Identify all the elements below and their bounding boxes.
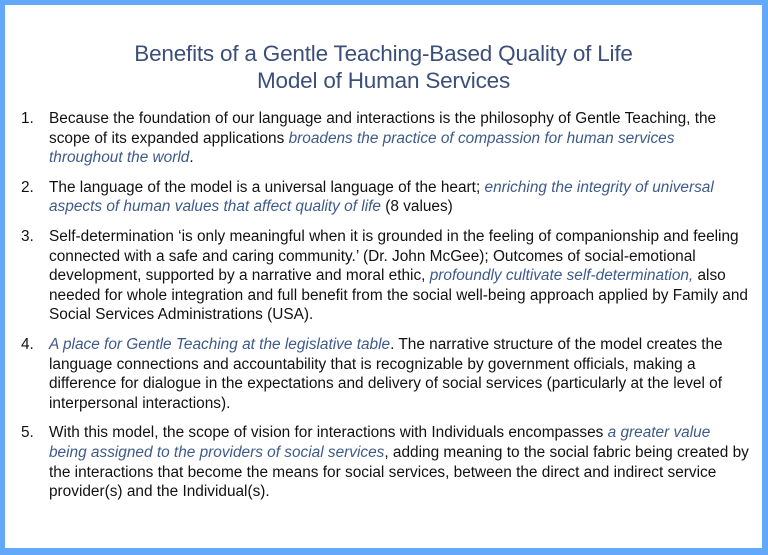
body-text: , adding meaning to the social fabric being created by the interactions that become the means for social services, between the direct and indirect service provider(s) and the Individual(s). (49, 443, 749, 501)
body-text: Because the foundation of our language and interactions is the philosophy of Gentle Teaching, the scope of its expanded applications (49, 110, 717, 147)
list-item (21, 423, 751, 501)
list-item (21, 109, 751, 168)
list-item-number: 1. (21, 110, 34, 127)
body-text: (8 values) (380, 198, 453, 216)
title-line-1: Benefits of a Gentle Teaching-Based Quality of Life (134, 41, 633, 66)
slide (5, 5, 762, 548)
body-text: The language of the model is a universal language of the heart; (49, 178, 485, 196)
body-text: . (189, 149, 194, 167)
list-item (21, 178, 751, 217)
emphasis-text: broadens the practice of compassion for human services throughout the world (49, 129, 675, 167)
emphasis-text: enriching the integrity of universal aspects of human values that affect quality of life (49, 178, 714, 216)
emphasis-text: a greater value being assigned to the providers of social services (49, 424, 711, 461)
body-text: Self-determination ‘is only meaningful when it is grounded in the feeling of companionship and feeling connected with a safe and caring community.’ (Dr. John McGee); Outcomes of social-emotional development, supported by a narrative and moral ethic, (49, 227, 739, 285)
body-text: With this model, the scope of vision for interactions with Individuals encompasses (49, 424, 608, 442)
title-line-2: Model of Human Services (256, 68, 510, 93)
emphasis-text: A place for Gentle Teaching at the legislative table (49, 335, 391, 353)
list-item-number: 2. (21, 178, 34, 196)
list-item-number: 5. (21, 424, 34, 442)
emphasis-text: profoundly cultivate self-determination, (429, 267, 694, 285)
body-text: . The narrative structure of the model creates the language connections and accountability that is recognizable by government officials, making a difference for dialogue in the expectations and delivery of social services (particularly at the level of interpersonal interactions). (49, 335, 723, 412)
list-item (21, 227, 751, 325)
body-text: also needed for whole integration and full benefit from the social well-being approach applied by Family and Social Services Administrations (USA). (49, 267, 748, 324)
list-item-number: 3. (21, 227, 34, 245)
list-item (21, 335, 751, 413)
benefits-list (21, 109, 751, 512)
slide-title (5, 40, 762, 94)
list-item-number: 4. (21, 335, 34, 353)
